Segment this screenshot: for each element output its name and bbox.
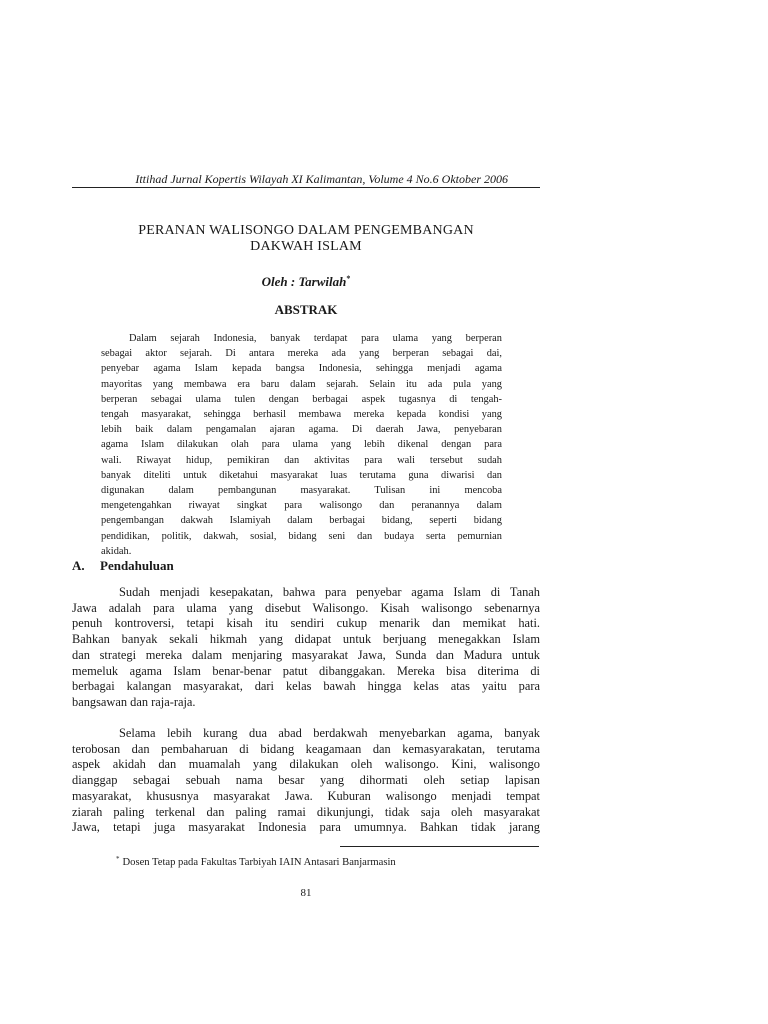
- section-number: A.: [72, 558, 85, 573]
- paragraph-line: Selama lebih kurang dua abad berdakwah menyebarkan agama, banyak: [119, 726, 540, 740]
- paragraph-line: memeluk agama Islam benar-benar patut dibanggakan. Mereka bisa diterima di: [72, 663, 540, 678]
- body-paragraph-2: [72, 726, 540, 836]
- section-heading: [72, 558, 540, 574]
- paragraph-line: terobosan dan pembaharuan di bidang keagamaan dan kemasyarakatan, terutama: [72, 741, 540, 756]
- footnote-rule: [340, 846, 539, 847]
- paragraph-line: bangsawan dan raja-raja.: [72, 694, 196, 709]
- header-rule: [72, 187, 540, 188]
- paragraph-line: ziarah paling terkenal dan paling ramai dikunjungi, tidak saja oleh masyarakat: [72, 804, 540, 819]
- paragraph-line: dianggap sebagai sebuah nama besar yang dihormati oleh setiap lapisan: [72, 773, 540, 788]
- abstract-heading: ABSTRAK: [274, 302, 338, 317]
- abstract-line: penyebar agama Islam kepada bangsa Indonesia, sehingga menjadi agama: [101, 363, 502, 375]
- body-paragraph-1: [72, 585, 540, 711]
- abstract-line: akidah.: [101, 545, 132, 557]
- author-name: Oleh : Tarwilah: [261, 274, 347, 289]
- abstract-line: berperan sebagai ulama tulen dengan berbagai aspek tugasnya di tengah-: [101, 393, 502, 405]
- abstract-line: wali. Riwayat hidup, pemikiran dan aktivitas para wali tersebut sudah: [101, 454, 502, 466]
- paragraph-line: masyarakat, khususnya masyarakat Jawa. Kuburan walisongo menjadi tempat: [72, 788, 540, 803]
- footnote: [116, 852, 536, 870]
- paragraph-line: Sudah menjadi kesepakatan, bahwa para penyebar agama Islam di Tanah: [119, 585, 540, 599]
- paragraph-line: dan strategi mereka dalam menjaring masyarakat Jawa, Sunda dan Madura untuk: [72, 647, 540, 662]
- abstract-line: agama Islam dilakukan olah para ulama yang lebih dikenal dengan para: [101, 439, 502, 451]
- footnote-text: Dosen Tetap pada Fakultas Tarbiyah IAIN Antasari Banjarmasin: [122, 857, 396, 868]
- author-footnote-marker: *: [346, 274, 351, 283]
- running-head: Ittihad Jurnal Kopertis Wilayah XI Kalimantan, Volume 4 No.6 Oktober 2006: [135, 172, 508, 186]
- title-line-1: PERANAN WALISONGO DALAM PENGEMBANGAN: [138, 223, 474, 238]
- abstract-line: digunakan dalam pembangunan masyarakat. Tulisan ini mencoba: [101, 485, 502, 497]
- paragraph-line: Jawa adalah para ulama yang disebut Walisongo. Kisah walisongo sebenarnya: [72, 600, 540, 615]
- paragraph-line: penuh kontroversi, tetapi kisah itu sendiri cukup menarik dan memikat hati.: [72, 616, 540, 631]
- abstract-line: mayoritas yang membawa era baru dalam sejarah. Selain itu ada pula yang: [101, 378, 502, 390]
- abstract-line: mengetengahkan riwayat singkat para walisongo dan peranannya dalam: [101, 500, 502, 512]
- paragraph-line: aspek akidah dan muamalah yang dilakukan oleh walisongo. Kini, walisongo: [72, 757, 540, 772]
- abstract-text: [101, 331, 502, 559]
- section-title: Pendahuluan: [100, 558, 174, 573]
- abstract-line: Dalam sejarah Indonesia, banyak terdapat para ulama yang berperan: [129, 333, 502, 344]
- abstract-line: banyak diteliti untuk diketahui masyarakat luas terutama guna diwarisi dan: [101, 469, 502, 481]
- title-line-2: DAKWAH ISLAM: [250, 239, 362, 254]
- paragraph-line: Jawa, tetapi juga masyarakat Indonesia para umumnya. Bahkan tidak jarang: [72, 820, 540, 835]
- footnote-marker: *: [116, 855, 120, 863]
- abstract-line: pendidikan, politik, dakwah, sosial, bidang seni dan budaya serta pemurnian: [101, 530, 502, 542]
- abstract-line: sebagai aktor sejarah. Di antara mereka ada yang berperan sebagai dai,: [101, 348, 502, 360]
- abstract-line: lebih baik dalam pengamalan ajaran agama. Di daerah Jawa, penyebaran: [101, 424, 502, 436]
- author-byline: [72, 271, 540, 290]
- article-title: [72, 223, 540, 255]
- page-number: 81: [300, 887, 312, 899]
- abstract-line: tengah masyarakat, sehingga berhasil membawa mereka kepada kondisi yang: [101, 409, 502, 421]
- abstract-line: pengembangan dakwah Islamiyah dalam berbagai bidang, seperti bidang: [101, 515, 502, 527]
- paragraph-line: berbagai kalangan masyarakat, dari kelas bawah hingga kelas atas yaitu para: [72, 679, 540, 694]
- paragraph-line: Bahkan banyak sekali hikmah yang didapat untuk berjuang menegakkan Islam: [72, 632, 540, 647]
